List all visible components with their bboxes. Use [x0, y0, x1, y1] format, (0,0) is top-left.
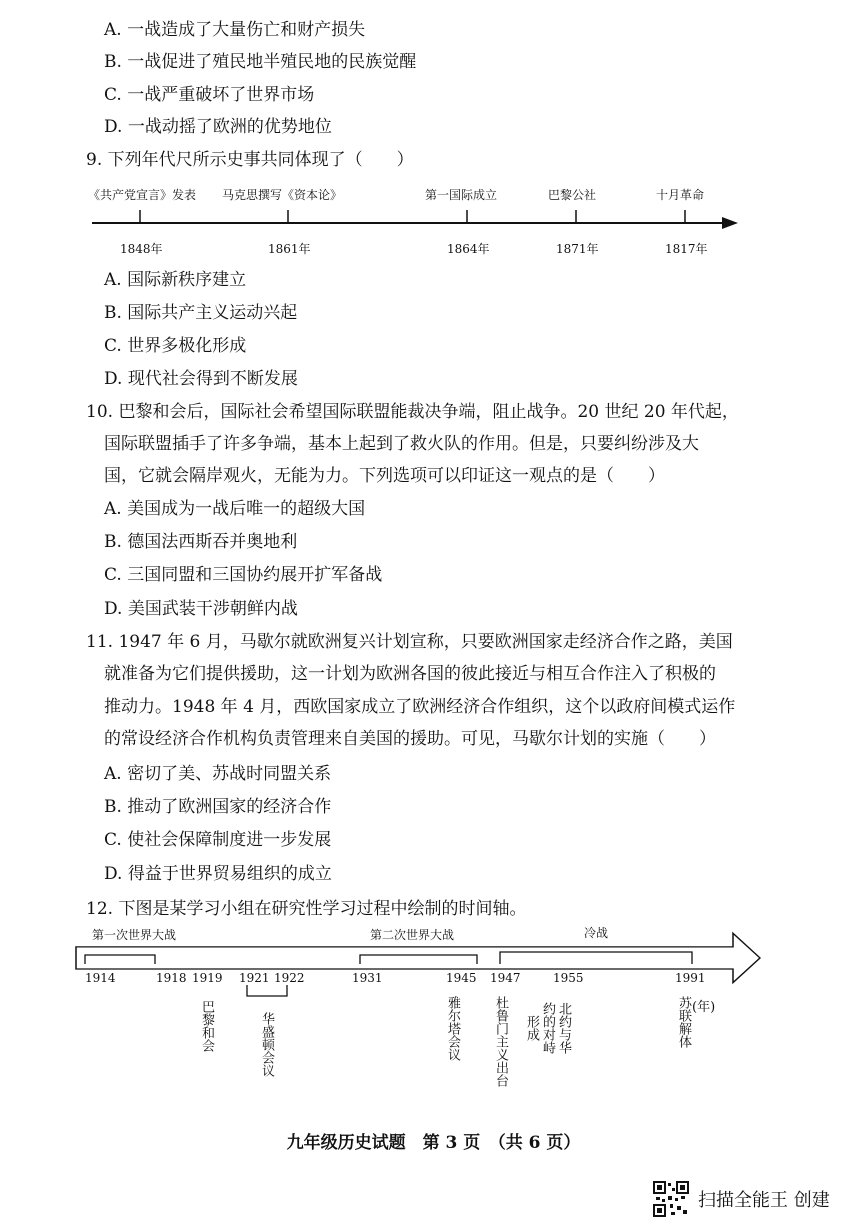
q9-option-b: B. 国际共产主义运动兴起 — [104, 303, 298, 323]
q11-stem-line-1: 11. 1947 年 6 月，马歇尔就欧洲复兴计划宣称，只要欧洲国家走经济合作之路，美国 — [86, 632, 733, 652]
q12-year: 1955 — [553, 971, 584, 985]
q12-year: 1945 — [446, 971, 477, 985]
q9-event-2: 马克思撰写《资本论》 — [222, 188, 343, 202]
period-cold-war: 冷战 — [584, 926, 609, 940]
q8-option-c: C. 一战严重破坏了世界市场 — [104, 85, 315, 105]
washington-bracket — [247, 985, 287, 996]
ww2-bracket — [360, 955, 477, 964]
q11-option-a: A. 密切了美、苏战时同盟关系 — [104, 764, 332, 784]
q12-year: 1914 — [85, 971, 116, 985]
q9-year-5: 1817年 — [665, 242, 708, 256]
q12-stem: 12. 下图是某学习小组在研究性学习过程中绘制的时间轴。 — [86, 899, 527, 919]
q10-stem-line-3: 国，它就会隔岸观火，无能为力。下列选项可以印证这一观点的是（ ） — [104, 466, 665, 486]
q9-option-a: A. 国际新秩序建立 — [104, 270, 247, 290]
q12-year: 1918 — [156, 971, 187, 985]
q9-year-3: 1864年 — [447, 242, 490, 256]
event-nato-warsaw-text: 北约与华约的对峙形成 — [524, 1002, 571, 1054]
q9-option-d: D. 现代社会得到不断发展 — [104, 369, 298, 389]
q10-option-c: C. 三国同盟和三国协约展开扩军备战 — [104, 565, 383, 585]
event-yalta-conference: 雅尔塔会议 — [445, 996, 460, 1061]
q10-option-b: B. 德国法西斯吞并奥地利 — [104, 532, 298, 552]
watermark-text: 扫描全能王 创建 — [698, 1190, 830, 1211]
q11-option-d: D. 得益于世界贸易组织的成立 — [104, 864, 332, 884]
q9-event-5: 十月革命 — [656, 188, 705, 202]
qr-code-icon — [652, 1180, 690, 1218]
period-ww1: 第一次世界大战 — [92, 928, 177, 942]
q11-option-c: C. 使社会保障制度进一步发展 — [104, 830, 332, 850]
q10-option-a: A. 美国成为一战后唯一的超级大国 — [104, 499, 366, 519]
q10-option-d: D. 美国武装干涉朝鲜内战 — [104, 599, 298, 619]
q12-year: 1921 — [239, 971, 270, 985]
q12-year-unit: (年) — [692, 1000, 716, 1015]
q9-stem: 9. 下列年代尺所示史事共同体现了（ ） — [86, 150, 414, 170]
event-washington-conference: 华盛顿会议 — [259, 1012, 274, 1077]
coldwar-bracket — [500, 952, 692, 964]
page-footer: 九年级历史试题 第 3 页 （共 6 页） — [286, 1133, 581, 1153]
q8-option-d: D. 一战动摇了欧洲的优势地位 — [104, 117, 332, 137]
q9-year-4: 1871年 — [556, 242, 599, 256]
q12-year: 1991 — [675, 971, 706, 985]
q11-stem-line-3: 推动力。1948 年 4 月，西欧国家成立了欧洲经济合作组织，这个以政府间模式运作 — [104, 697, 736, 717]
q12-year: 1919 — [192, 971, 223, 985]
period-ww2: 第二次世界大战 — [370, 928, 455, 942]
event-soviet-dissolution: 苏联解体 — [676, 996, 691, 1048]
q9-year-2: 1861年 — [268, 242, 311, 256]
q12-year: 1922 — [274, 971, 305, 985]
q8-option-a: A. 一战造成了大量伤亡和财产损失 — [104, 20, 366, 40]
event-paris-peace-conference: 巴黎和会 — [199, 1000, 214, 1052]
q10-stem-line-2: 国际联盟插手了许多争端，基本上起到了救火队的作用。但是，只要纠纷涉及大 — [104, 434, 699, 454]
q9-event-3: 第一国际成立 — [425, 188, 498, 202]
event-truman-doctrine: 杜鲁门主义出台 — [493, 996, 508, 1087]
q9-year-1: 1848年 — [120, 242, 163, 256]
ww1-bracket — [85, 955, 155, 964]
q11-option-b: B. 推动了欧洲国家的经济合作 — [104, 797, 332, 817]
q8-option-b: B. 一战促进了殖民地半殖民地的民族觉醒 — [104, 52, 417, 72]
q10-stem-line-1: 10. 巴黎和会后，国际社会希望国际联盟能裁决争端，阻止战争。20 世纪 20 年代起， — [86, 402, 739, 422]
event-nato-warsaw — [524, 996, 571, 1060]
q9-option-c: C. 世界多极化形成 — [104, 336, 247, 356]
q12-year: 1947 — [490, 971, 521, 985]
q11-stem-line-4: 的常设经济合作机构负责管理来自美国的援助。可见，马歇尔计划的实施（ ） — [104, 729, 716, 749]
q12-year: 1931 — [352, 971, 383, 985]
q9-event-1: 《共产党宣言》发表 — [88, 188, 197, 202]
q9-event-4: 巴黎公社 — [548, 188, 597, 202]
q11-stem-line-2: 就准备为它们提供援助，这一计划为欧洲各国的彼此接近与相互合作注入了积极的 — [104, 664, 716, 684]
